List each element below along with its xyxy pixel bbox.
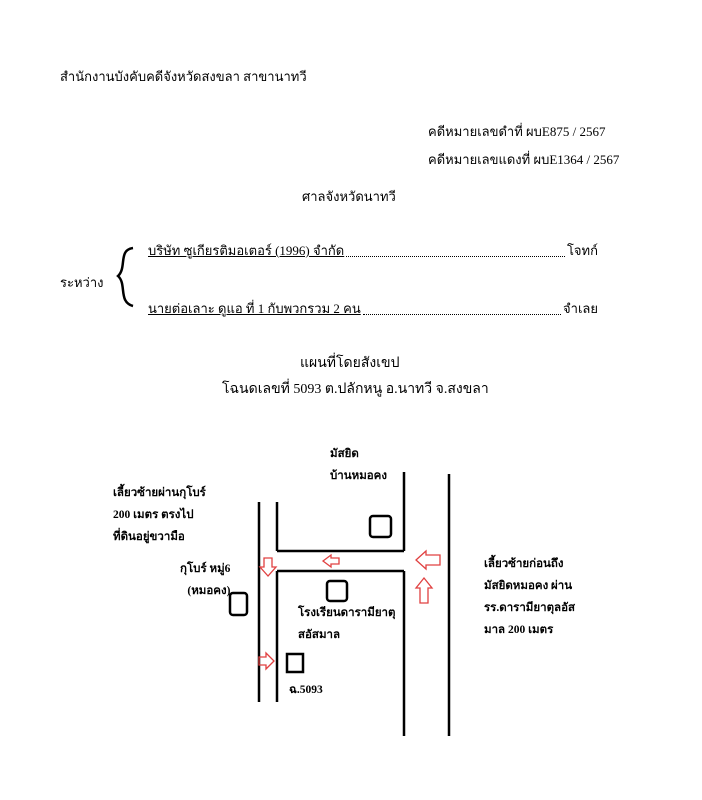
- parcel-box: [287, 654, 303, 672]
- cemetery-label: กุโบร์ หมู่6 (หมอคง): [180, 563, 231, 597]
- mosque-box: [370, 516, 391, 537]
- black-case-number: คดีหมายเลขดำที่ ผบE875 / 2567: [428, 124, 606, 139]
- map-subtitle: โฉนดเลขที่ 5093 ต.ปลักหนู อ.นาทวี จ.สงขลา: [222, 382, 489, 397]
- plaintiff-role: โจทก์: [566, 243, 598, 258]
- arrow-down-icon: [260, 558, 276, 576]
- arrow-right-icon: [259, 653, 274, 669]
- defendant-role: จำเลย: [563, 301, 598, 316]
- defendant-name: นายต่อเลาะ ดูแอ ที่ 1 กับพวกรวม 2 คน: [148, 301, 361, 316]
- school-label: โรงเรียนดารามียาตุ สอัสมาล: [298, 607, 396, 641]
- mosque-label: มัสยิด บ้านหมอคง: [330, 448, 387, 482]
- plaintiff-name: บริษัท ซูเกียรติมอเตอร์ (1996) จำกัด: [148, 243, 345, 258]
- arrow-left-icon: [416, 551, 440, 569]
- arrow-left-small-icon: [323, 555, 339, 567]
- court-name: ศาลจังหวัดนาทวี: [302, 189, 396, 204]
- arrow-up-icon: [416, 578, 432, 603]
- cemetery-box: [230, 593, 247, 615]
- right-instruction: เลี้ยวซ้ายก่อนถึง มัสยิดหมอคง ผ่าน รร.ดารามียาตุลอัส มาล 200 เมตร: [484, 558, 576, 636]
- office-name: สำนักงานบังคับคดีจังหวัดสงขลา สาขานาทวี: [60, 69, 307, 84]
- parcel-label: ฉ.5093: [289, 684, 323, 696]
- red-case-number: คดีหมายเลขแดงที่ ผบE1364 / 2567: [428, 152, 620, 167]
- between-label: ระหว่าง: [60, 275, 104, 290]
- left-instruction: เลี้ยวซ้ายผ่านกุโบร์ 200 เมตร ตรงไป ที่ดินอยู่ขวามือ: [113, 487, 206, 543]
- school-box: [327, 581, 347, 601]
- map-title: แผนที่โดยสังเขป: [300, 356, 400, 371]
